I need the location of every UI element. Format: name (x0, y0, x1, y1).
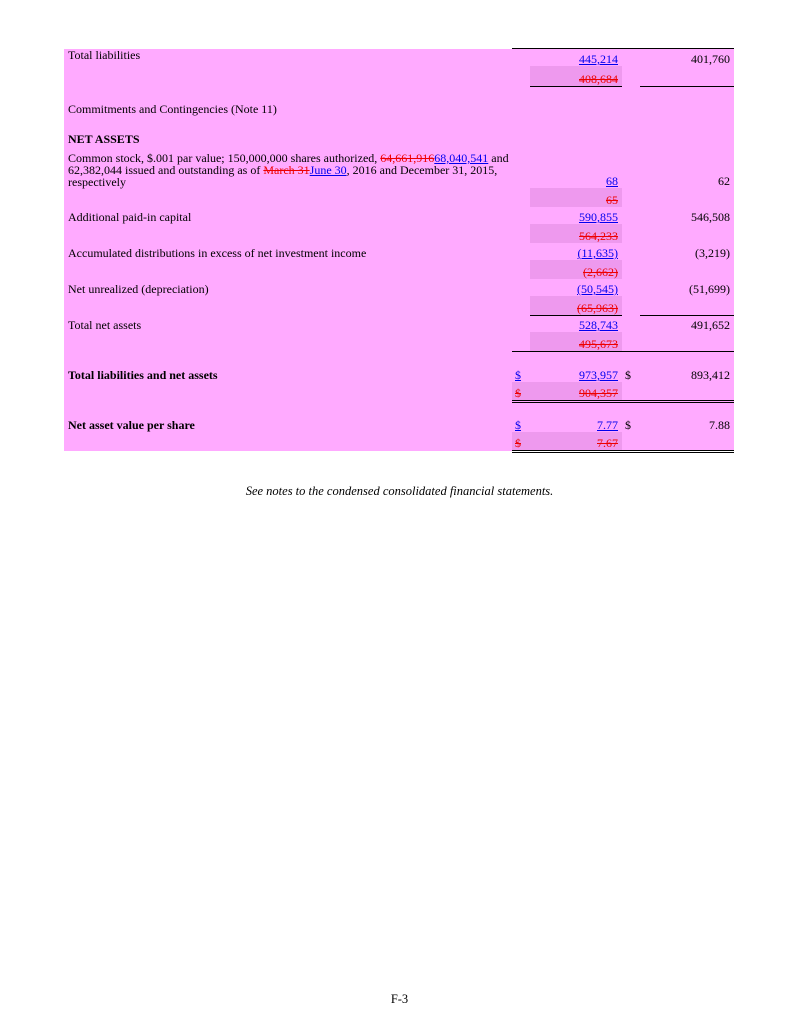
table-row-unrealized (64, 279, 734, 296)
accum-dist-prior-value: (3,219) (640, 243, 734, 260)
total-net-assets-old-value: 495,673 (579, 336, 618, 351)
total-liabilities-new-value[interactable]: 445,214 (579, 52, 618, 66)
common-stock-new-value[interactable]: 68 (606, 174, 618, 188)
apic-old-value: 564,233 (579, 229, 618, 243)
nav-old-value: 7.67 (597, 435, 618, 450)
date-old: March 31 (263, 163, 310, 177)
table-row-net-assets-heading (64, 130, 734, 146)
table-row-accum-dist-deleted (64, 260, 734, 279)
total-net-assets-prior-value: 491,652 (640, 315, 734, 332)
common-stock-old-value: 65 (606, 193, 618, 207)
table-row-total-liab-net-deleted (64, 382, 734, 401)
unrealized-prior-value: (51,699) (640, 279, 734, 296)
total-net-assets-new-value[interactable]: 528,743 (579, 318, 618, 332)
table-row-apic-deleted (64, 224, 734, 243)
apic-label: Additional paid-in capital (64, 207, 512, 224)
date-new[interactable]: June 30 (309, 163, 347, 177)
table-row-apic (64, 207, 734, 224)
page-number: F-3 (390, 992, 409, 1006)
accum-dist-old-value: (2,662) (583, 265, 618, 279)
footnote: See notes to the condensed consolidated financial statements. (245, 484, 554, 498)
table-row-total-liabilities-deleted (64, 66, 734, 86)
table-row-total-net-assets-deleted (64, 332, 734, 351)
table-row-commitments (64, 100, 734, 116)
apic-prior-value: 546,508 (640, 207, 734, 224)
apic-new-value[interactable]: 590,855 (579, 210, 618, 224)
total-liab-net-old-value: 904,357 (579, 385, 618, 400)
table-row-accum-dist (64, 243, 734, 260)
nav-old-currency: $ (515, 435, 521, 450)
nav-prior-value: 7.88 (640, 415, 734, 432)
table-row-total-liab-net (64, 365, 734, 382)
table-row-unrealized-deleted (64, 296, 734, 315)
total-liabilities-prior-value: 401,760 (640, 49, 734, 67)
balance-sheet-table (64, 48, 734, 453)
unrealized-label: Net unrealized (depreciation) (64, 279, 512, 296)
total-liab-net-prior-currency: $ (622, 365, 640, 382)
accum-dist-label: Accumulated distributions in excess of net investment income (64, 243, 512, 260)
nav-new-value[interactable]: 7.77 (597, 418, 618, 432)
shares-new[interactable]: 68,040,541 (434, 151, 489, 165)
total-liabilities-old-value: 408,684 (579, 71, 618, 86)
table-row-total-liabilities (64, 49, 734, 67)
accum-dist-new-value[interactable]: (11,635) (577, 246, 618, 260)
nav-prior-currency: $ (622, 415, 640, 432)
unrealized-old-value: (65,963) (577, 300, 618, 315)
total-liab-net-new-value[interactable]: 973,957 (579, 368, 618, 382)
table-row-nav-per-share-deleted (64, 432, 734, 451)
total-liab-net-label: Total liabilities and net assets (64, 365, 512, 382)
table-row-common-stock-deleted (64, 188, 734, 207)
common-stock-label: Common stock, $.001 par value; 150,000,000 shares authorized, 64,661,91668,040,541 and 62,382,044 issued and outstanding as of March 31June 30, 2016 and December 31, 2015, respectively (64, 152, 512, 188)
total-liab-net-old-currency: $ (515, 385, 521, 400)
nav-per-share-label: Net asset value per share (64, 415, 512, 432)
total-liab-net-prior-value: 893,412 (640, 365, 734, 382)
total-net-assets-label: Total net assets (64, 315, 512, 332)
total-liab-net-new-currency: $ (515, 368, 521, 382)
common-stock-prior-value: 62 (640, 152, 734, 188)
total-liabilities-label: Total liabilities (64, 49, 512, 67)
net-assets-heading: NET ASSETS (64, 130, 512, 146)
table-row-common-stock (64, 152, 734, 188)
table-row-nav-per-share (64, 415, 734, 432)
shares-old: 64,661,916 (380, 151, 435, 165)
nav-new-currency: $ (515, 418, 521, 432)
commitments-label: Commitments and Contingencies (Note 11) (64, 100, 512, 116)
unrealized-new-value[interactable]: (50,545) (577, 282, 618, 296)
table-row-total-net-assets (64, 315, 734, 332)
